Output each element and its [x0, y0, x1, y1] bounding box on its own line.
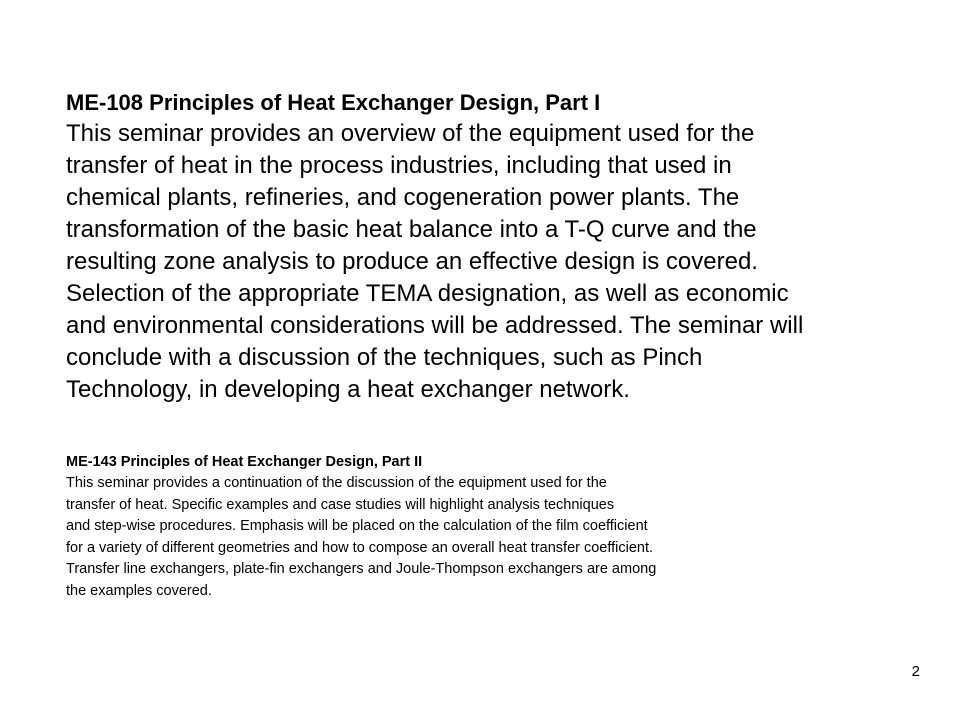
description-line: Selection of the appropriate TEMA designation, as well as economic: [66, 280, 789, 307]
course-me108-description: [66, 118, 946, 406]
course-me108-section: [66, 88, 946, 406]
description-line: resulting zone analysis to produce an effective design is covered.: [66, 248, 758, 275]
description-line: and environmental considerations will be addressed. The seminar will: [66, 312, 804, 339]
page-number: 2: [911, 663, 920, 680]
description-line: Transfer line exchangers, plate-fin exchangers and Joule-Thompson exchangers are among: [66, 561, 657, 578]
description-line: This seminar provides a continuation of the discussion of the equipment used for the: [66, 475, 607, 491]
description-line: transformation of the basic heat balance into a T-Q curve and the: [66, 216, 757, 243]
description-line: and step-wise procedures. Emphasis will be placed on the calculation of the film coefficient: [66, 518, 648, 535]
course-me143-title: ME-143 Principles of Heat Exchanger Design, Part II: [66, 454, 423, 470]
description-line: This seminar provides an overview of the equipment used for the: [66, 120, 755, 147]
description-line: for a variety of different geometries and how to compose an overall heat transfer coefficient.: [66, 539, 654, 556]
description-line: chemical plants, refineries, and cogeneration power plants. The: [66, 184, 740, 211]
course-me143-description: [66, 473, 946, 603]
description-line: transfer of heat in the process industries, including that used in: [66, 152, 732, 179]
course-me108-title: ME-108 Principles of Heat Exchanger Design, Part I: [66, 90, 601, 115]
description-line: transfer of heat. Specific examples and case studies will highlight analysis techniques: [66, 496, 615, 513]
description-line: Technology, in developing a heat exchanger network.: [66, 376, 630, 403]
description-line: the examples covered.: [66, 582, 212, 599]
course-me143-section: [66, 451, 946, 603]
description-line: conclude with a discussion of the techniques, such as Pinch: [66, 344, 703, 371]
